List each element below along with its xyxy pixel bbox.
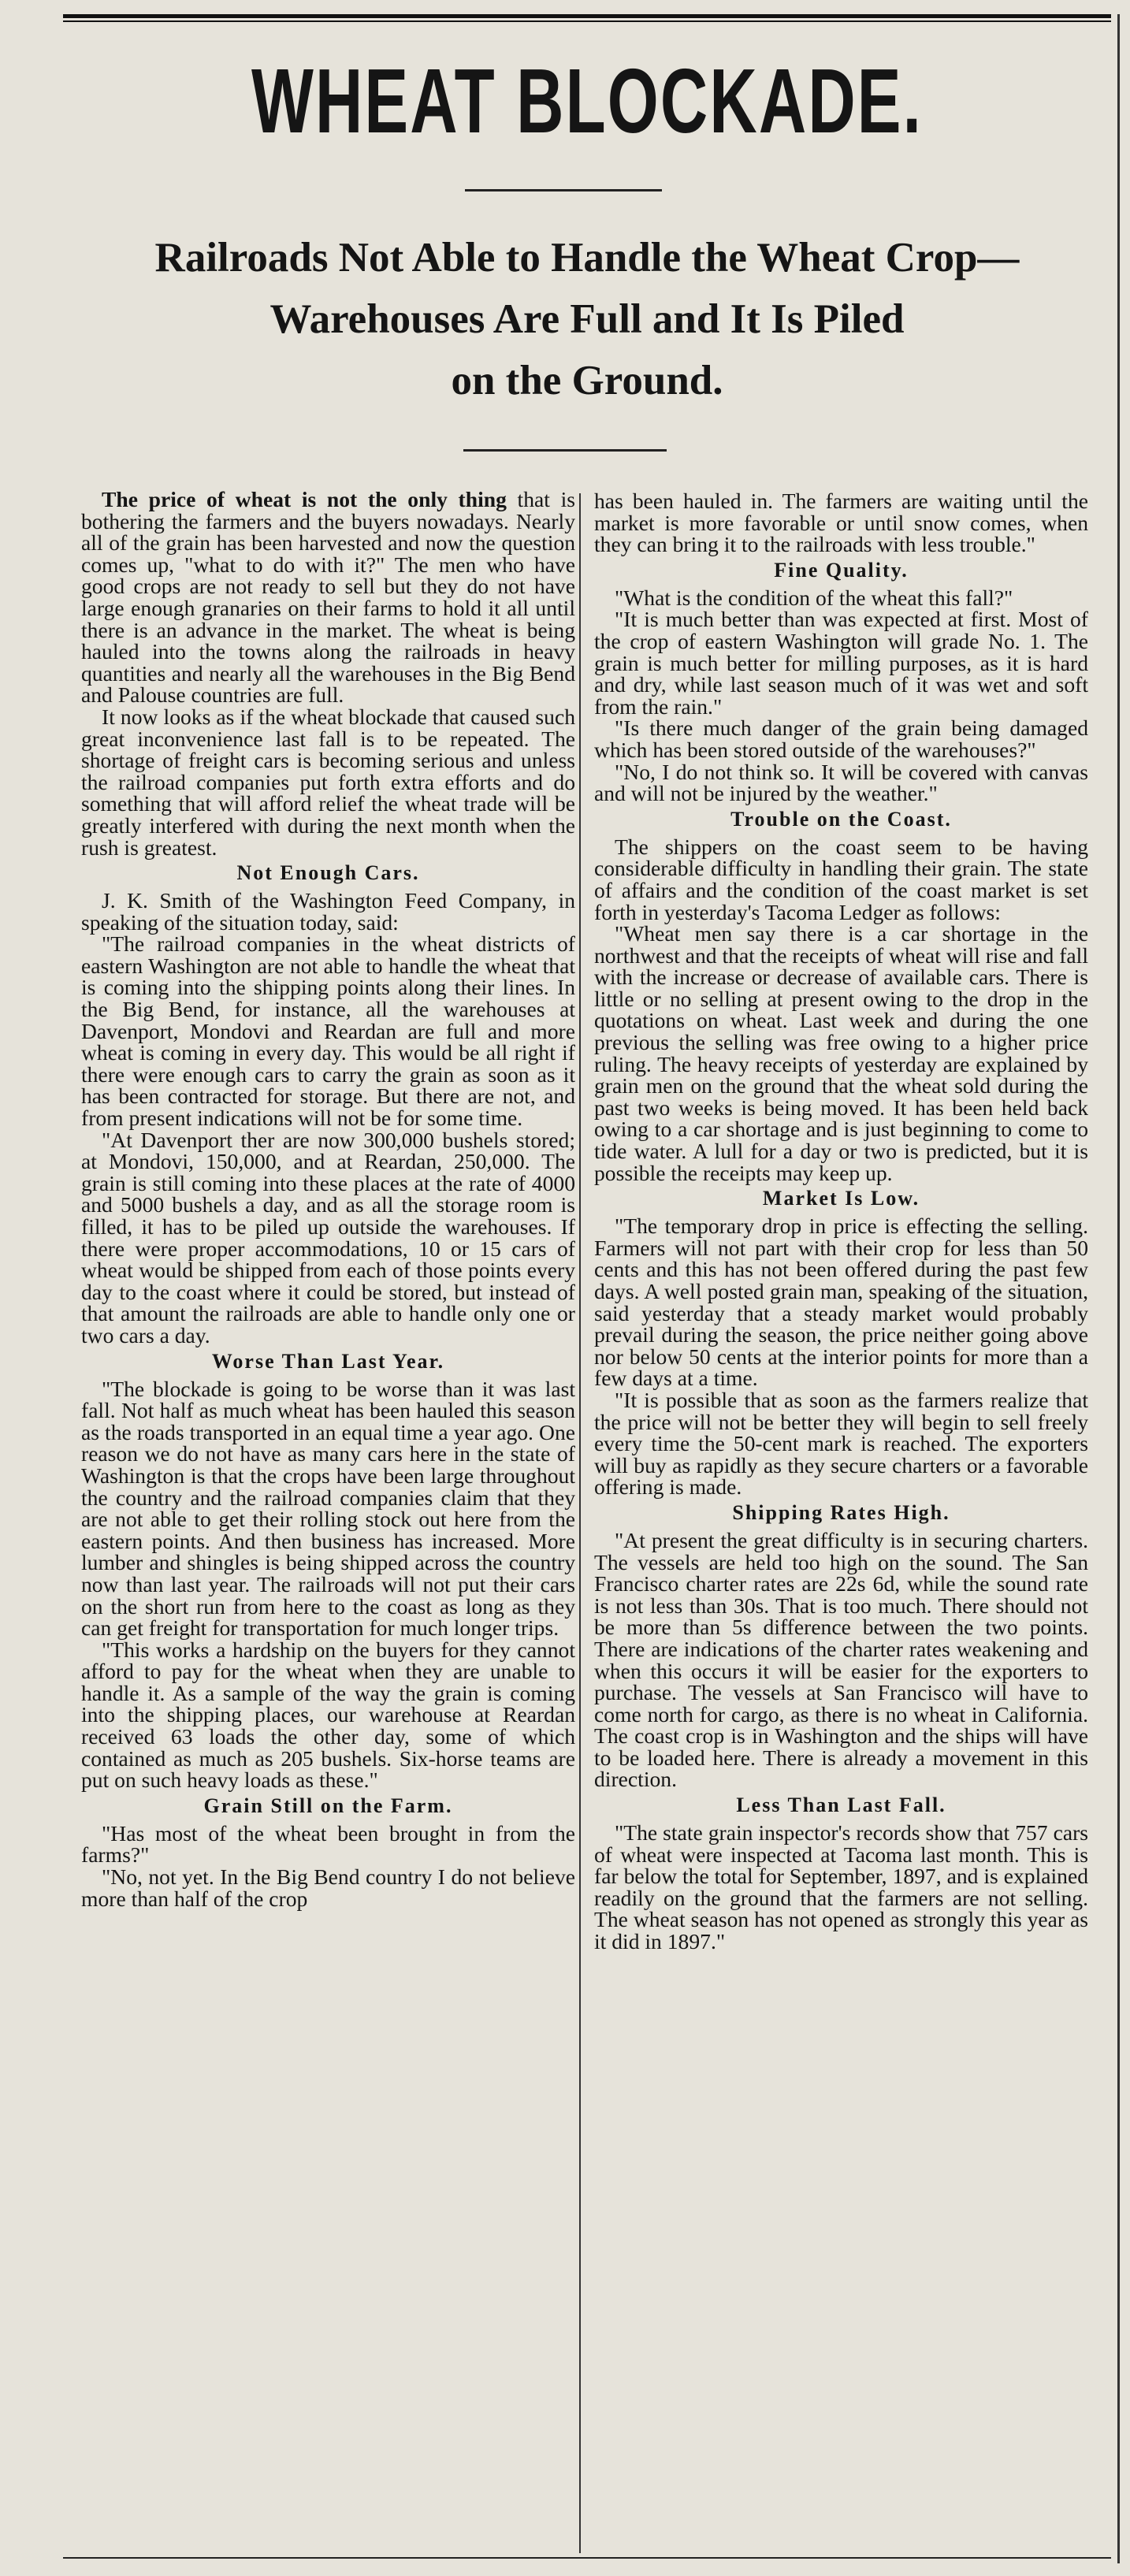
paragraph: "It is possible that as soon as the farmers realize that the price will not be better they will begin to sell freely every time the 50-cent mark is reached. The exporters will buy as rapidly as they secure charters or a favorable offering is made. (594, 1387, 1088, 1500)
top-double-rule (63, 14, 1111, 22)
paragraph: "Wheat men say there is a car shortage in the northwest and that the receipts of wheat will rise and fall with the increase or decrease of available cars. There is little or no selling at present owing to the drop in the quotations on wheat. Last week and during the one previous the selling was free owing to a higher price ruling. The heavy receipts of yesterday are explained by grain men on the ground that the wheat sold during the past two weeks is being moved. It has been held back owing to a car shortage and is just beginning to come to tide water. A lull for a day or two is predicted, but it is possible the receipts may keep up. (594, 921, 1088, 1185)
section-heading: Not Enough Cars. (236, 861, 420, 885)
paragraph: "The railroad companies in the wheat districts of eastern Washington are not able to handle the wheat that is coming into the shipping points along their lines. In the Big Bend, for instance, all the warehouses at Davenport, Mondovi and Reardan are full and more wheat is coming in every day. This would be all right if there were enough cars to carry the grain as soon as it has been contracted for storage. But there are not, and from present indications will not be for some time. (81, 931, 575, 1131)
section-heading: Worse Than Last Year. (211, 1349, 445, 1373)
subheadline (47, 227, 1127, 411)
paragraph: "What is the condition of the wheat this fall?" (615, 585, 1013, 610)
paragraph: "It is much better than was expected at first. Most of the crop of eastern Washington will grade No. 1. The grain is much better for milling purposes, as it is hard and dry, while last season much of it was wet and soft from the rain." (594, 607, 1088, 719)
section-heading: Grain Still on the Farm. (203, 1794, 453, 1817)
subheadline-line-1: Railroads Not Able to Handle the Wheat Crop— (154, 235, 1020, 281)
section-heading: Market Is Low. (762, 1187, 920, 1210)
paragraph: It now looks as if the wheat blockade that caused such great inconvenience last fall is to be repeated. The shortage of freight cars is becoming serious and unless the railroad companies put forth extra efforts and do something that will afford relief the wheat trade will be greatly interfered with during the next month when the rush is greatest. (81, 704, 575, 860)
lead-in: The price of wheat is not the only thing (102, 489, 507, 511)
section-heading: Less Than Last Fall. (736, 1794, 946, 1817)
headline: WHEAT BLOCKADE. (251, 50, 924, 152)
paragraph: The shippers on the coast seem to be having considerable difficulty in handling their grain. The state of affairs and the condition of the coast market is set forth in yesterday's Tacoma Ledger as follows: (594, 834, 1088, 924)
paragraph: "The blockade is going to be worse than it was last fall. Not half as much wheat has been hauled this season as the roads transported in an equal time a year ago. One reason we do not have as many cars here in the state of Washington is that the crops have been large throughout the country and the railroad companies claim that they are not able to get their rolling stock out here from the eastern points. And then business has increased. More lumber and shingles is being shipped across the country now than last year. The railroads will not put their cars on the short run from here to the coast as long as they can get freight for transportation for much longer trips. (81, 1376, 575, 1641)
column-divider (579, 493, 581, 2553)
paragraph: "Has most of the wheat been brought in from the farms?" (81, 1820, 575, 1868)
paragraph: has been hauled in. The farmers are waiting until the market is more favorable or until snow comes, when they can bring it to the railroads with less trouble." (594, 490, 1088, 557)
headline-divider (465, 189, 662, 191)
subheadline-line-3: on the Ground. (451, 358, 723, 403)
bottom-rule (63, 2557, 1111, 2559)
section-heading: Fine Quality. (774, 558, 909, 582)
article-column-left (81, 489, 575, 2553)
subheadline-line-2: Warehouses Are Full and It Is Piled (269, 296, 905, 342)
paragraph: "Is there much danger of the grain being damaged which has been stored outside of the warehouses?" (594, 716, 1088, 762)
paragraph (81, 489, 575, 706)
paragraph: "The state grain inspector's records show that 757 cars of wheat were inspected at Tacoma last month. This is far below the total for September, 1897, and is explained readily on the ground that the farmers are not selling. The wheat season has not opened as strongly this year as it did in 1897." (594, 1820, 1088, 1954)
paragraph-text: that is bothering the farmers and the buyers nowadays. Nearly all of the grain has been harvested and now the question comes up, "what to do with it?" The men who have good crops are not ready to sell but they do not have large enough granaries on their farms to hold it all until there is an advance in the market. The wheat is being hauled into the towns along the railroads in heavy quantities and nearly all the warehouses in the Big Bend and Palouse countries are full. (81, 489, 575, 708)
paragraph: "The temporary drop in price is effecting the selling. Farmers will not part with their crop for less than 50 cents and this has not been offered during the past few days. A well posted grain man, speaking of the situation, said yesterday that a steady market would probably prevail during the season, the price neither going above nor below 50 cents at the interior points for more than a few days at a time. (594, 1214, 1088, 1391)
subheadline-divider (463, 449, 667, 452)
paragraph: "At present the great difficulty is in securing charters. The vessels are held too high on the sound. The San Francisco charter rates are 22s 6d, while the sound rate is not less than 30s. That is too much. There should not be more than 5s difference between the two points. There are indications of the charter rates weakening and when this occurs it will be easier for the exporters to purchase. The vessels at San Francisco will have to come north for cargo, as there is no wheat in California. The coast crop is in Washington and the ships will have to be loaded here. There is already a movement in this direction. (594, 1527, 1088, 1792)
article-column-right (594, 490, 1088, 2555)
paragraph: "This works a hardship on the buyers for they cannot afford to pay for the wheat when they are unable to handle it. As a sample of the way the grain is coming into the shipping places, our warehouse at Reardan received 63 loads the other day, some of which contained as much as 205 bushels. Six-horse teams are put on such heavy loads as these." (81, 1637, 575, 1793)
paragraph: J. K. Smith of the Washington Feed Company, in speaking of the situation today, said: (81, 888, 575, 935)
section-heading: Trouble on the Coast. (730, 807, 952, 831)
paragraph: "No, I do not think so. It will be covered with canvas and will not be injured by the weather." (594, 759, 1088, 806)
paragraph: "No, not yet. In the Big Bend country I do not believe more than half of the crop (81, 1864, 575, 1911)
paragraph: "At Davenport ther are now 300,000 bushels stored; at Mondovi, 150,000, and at Reardan, 250,000. The grain is still coming into these places at the rate of 4000 and 5000 bushels a day, and as all the storage room is filled, it has to be piled up outside the warehouses. If there were proper accommodations, 10 or 15 cars of wheat would be shipped from each of those points every day to the coast where it could be stored, but instead of that amount the railroads are able to handle only one or two cars a day. (81, 1127, 575, 1347)
section-heading: Shipping Rates High. (732, 1500, 950, 1524)
